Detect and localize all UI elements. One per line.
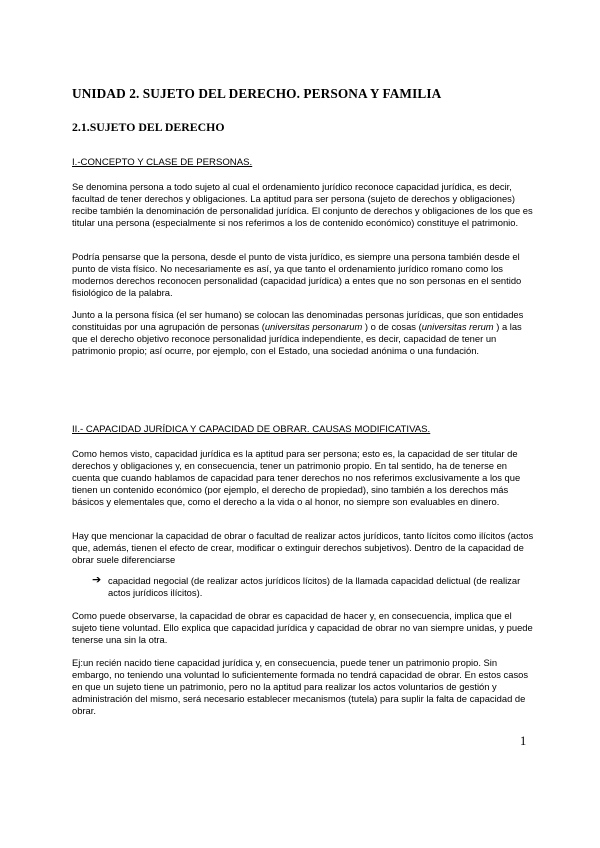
paragraph-text: Se denomina persona a todo sujeto al cual el ordenamiento jurídico reconoce capacidad jurídica, es decir, facultad de tener derechos y obligaciones. La aptitud para ser persona (sujeto de derechos y obligaciones) recibe también la denominación de personalidad jurídica. El conjunto de derechos y obligaciones de los que es titular una persona (especialmente si nos referimos a los de contenido económico) constituye el patrimonio. (72, 181, 533, 228)
latin-term: universitas rerum (421, 320, 494, 332)
section-2-paragraph-4 (72, 657, 534, 717)
unit-title: UNIDAD 2. SUJETO DEL DERECHO. PERSONA Y FAMILIA (72, 86, 442, 101)
paragraph-text-part: ) a las que el derecho objetivo reconoce personalidad jurídica independiente, es decir, capacidad de tener un patrimonio propio; así ocurre, por ejemplo, con el Estado, una sociedad anónima o una fundación. (72, 320, 522, 356)
section-2-paragraph-3 (72, 610, 534, 646)
bullet-text: capacidad negocial (de realizar actos jurídicos lícitos) de la llamada capacidad delictual (de realizar actos jurídicos ilícitos). (108, 575, 521, 598)
paragraph-text: Podría pensarse que la persona, desde el punto de vista jurídico, es siempre una persona también desde el punto de vista físico. No necesariamente es así, ya que tanto el ordenamiento jurídico romano como los modernos derechos reconocen personalidad (capacidad jurídica) a entes que no son personas en el sentido fisiológico de la palabra. (72, 251, 522, 298)
paragraph-text-part: Junto a la persona física (el ser humano) se colocan las denominadas personas jurídicas, que son entidades constituidas por una agrupación de personas ( (72, 309, 524, 332)
paragraph-text: Como hemos visto, capacidad jurídica es la aptitud para ser persona; esto es, la capacidad de ser titular de derechos y obligaciones y, en consecuencia, tener un patrimonio propio. En tal sentido, ha de tenerse en cuenta que cuando hablamos de capacidad para tener derechos no nos referimos exclusivamente a los que tienen un contenido económico (por ejemplo, el derecho de propiedad), sino también a los derechos más básicos y elementales que, como el derecho a la vida o al honor, no siempre son evaluables en dinero. (72, 448, 521, 507)
page-number: 1 (520, 734, 527, 748)
paragraph-text: Ej:un recién nacido tiene capacidad jurídica y, en consecuencia, puede tener un patrimonio propio. Sin embargo, no teniendo una voluntad lo suficientemente formada no tendrá capacidad de obrar. En estos casos en que un sujeto tiene un patrimonio, pero no la aptitud para realizar los actos voluntarios de gestión y administración del mismo, será necesario establecer mecanismos (tutela) para suplir la falta de capacidad de obrar. (72, 657, 529, 716)
section-1-heading: I.-CONCEPTO Y CLASE DE PERSONAS. (72, 157, 253, 168)
paragraph-text-part: ) o de cosas ( (362, 320, 422, 332)
subunit-title: 2.1.SUJETO DEL DERECHO (72, 120, 225, 134)
section-2-paragraph-1 (72, 448, 534, 508)
right-arrow-icon: ➔ (92, 574, 102, 586)
section-1-paragraph-3 (72, 309, 534, 357)
latin-term: universitas personarum (264, 320, 363, 332)
bullet-item (92, 575, 532, 599)
section-1-paragraph-1 (72, 181, 534, 229)
section-1-paragraph-2 (72, 251, 534, 299)
paragraph-text (72, 309, 534, 357)
section-2-paragraph-2 (72, 530, 534, 566)
paragraph-text: Hay que mencionar la capacidad de obrar o facultad de realizar actos jurídicos, tanto lícitos como ilícitos (actos que, además, tienen el efecto de crear, modificar o extinguir derechos subjetivos). Dentro de la capacidad de obrar suele diferenciarse (72, 530, 534, 565)
paragraph-text: Como puede observarse, la capacidad de obrar es capacidad de hacer y, en consecuencia, implica que el sujeto tiene voluntad. Ello explica que capacidad jurídica y capacidad de obrar no van siempre unidas, y puede tenerse una sin la otra. (72, 610, 533, 645)
section-2-heading: II.- CAPACIDAD JURÍDICA Y CAPACIDAD DE OBRAR. CAUSAS MODIFICATIVAS. (72, 424, 431, 435)
